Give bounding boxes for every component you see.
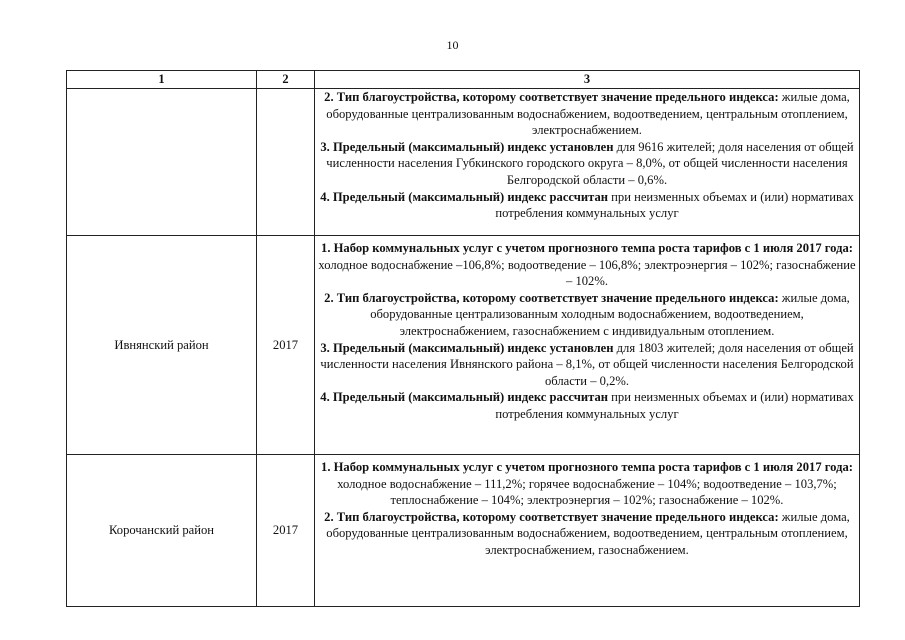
description-cell [315, 89, 860, 236]
column-header-3: 3 [315, 71, 860, 89]
indices-table [66, 70, 860, 607]
paragraph-text: жилые дома, оборудованные централизованным холодным водоснабжением, водоотведением, электроснабжением, газоснабжением с индивидуальным отоплением. [370, 290, 850, 338]
paragraph-heading: 1. Набор коммунальных услуг с учетом прогнозного темпа роста тарифов с 1 июля 2017 года: [321, 460, 853, 474]
paragraph-heading: 2. Тип благоустройства, которому соответствует значение предельного индекса: [324, 509, 779, 524]
description-paragraph [318, 139, 856, 189]
page-number: 10 [446, 38, 459, 52]
description-paragraph [318, 189, 856, 222]
table-row [67, 236, 860, 455]
paragraph-text: при неизменных объемах и (или) нормативах потребления коммунальных услуг [495, 390, 854, 421]
region-cell: Ивнянский район [67, 236, 257, 455]
description-paragraph [318, 340, 856, 390]
paragraph-heading: 4. Предельный (максимальный) индекс рассчитан [320, 390, 609, 405]
table-row [67, 89, 860, 236]
table-header-row [67, 71, 860, 89]
paragraph-text: для 1803 жителей; доля населения от общей численности населения Ивнянского района – 8,1%, от общей численности населения Белгородской области – 0,2%. [320, 340, 854, 388]
description-paragraph [318, 290, 856, 340]
description-paragraph [318, 459, 856, 509]
region-cell [67, 89, 257, 236]
paragraph-text: при неизменных объемах и (или) нормативах потребления коммунальных услуг [495, 189, 854, 221]
year-cell: 2017 [257, 455, 315, 607]
description-paragraph [318, 509, 856, 559]
paragraph-heading: 3. Предельный (максимальный) индекс установлен [320, 139, 614, 154]
column-header-1: 1 [67, 71, 257, 89]
description-paragraph [318, 89, 856, 139]
description-cell [315, 455, 860, 607]
paragraph-text: холодное водоснабжение –106,8%; водоотведение – 106,8%; электроэнергия – 102%; газоснабжение – 102%. [318, 257, 856, 289]
year-cell: 2017 [257, 236, 315, 455]
paragraph-heading: 2. Тип благоустройства, которому соответствует значение предельного индекса: [324, 90, 779, 104]
paragraph-text: для 9616 жителей; доля населения от общей численности населения Губкинского городского округа – 8,0%, от общей численности населения Белгородской области – 0,6%. [326, 139, 854, 187]
paragraph-heading: 3. Предельный (максимальный) индекс установлен [320, 340, 614, 355]
paragraph-text: жилые дома, оборудованные централизованным водоснабжением, водоотведением, центральным отоплением, электроснабжением, газоснабжением. [326, 509, 850, 557]
description-paragraph [318, 240, 856, 290]
paragraph-text: жилые дома, оборудованные централизованным водоснабжением, водоотведением, центральным отоплением, электроснабжением. [326, 90, 850, 138]
paragraph-text: холодное водоснабжение – 111,2%; горячее водоснабжение – 104%; водоотведение – 103,7%; теплоснабжение – 104%; электроэнергия – 102%; газоснабжение – 102%. [337, 476, 837, 508]
column-header-2: 2 [257, 71, 315, 89]
paragraph-heading: 2. Тип благоустройства, которому соответствует значение предельного индекса: [324, 290, 779, 305]
region-cell: Корочанский район [67, 455, 257, 607]
description-cell [315, 236, 860, 455]
paragraph-heading: 1. Набор коммунальных услуг с учетом прогнозного темпа роста тарифов с 1 июля 2017 года: [321, 241, 853, 255]
description-paragraph [318, 389, 856, 422]
year-cell [257, 89, 315, 236]
table-row [67, 455, 860, 607]
paragraph-heading: 4. Предельный (максимальный) индекс рассчитан [320, 189, 609, 204]
